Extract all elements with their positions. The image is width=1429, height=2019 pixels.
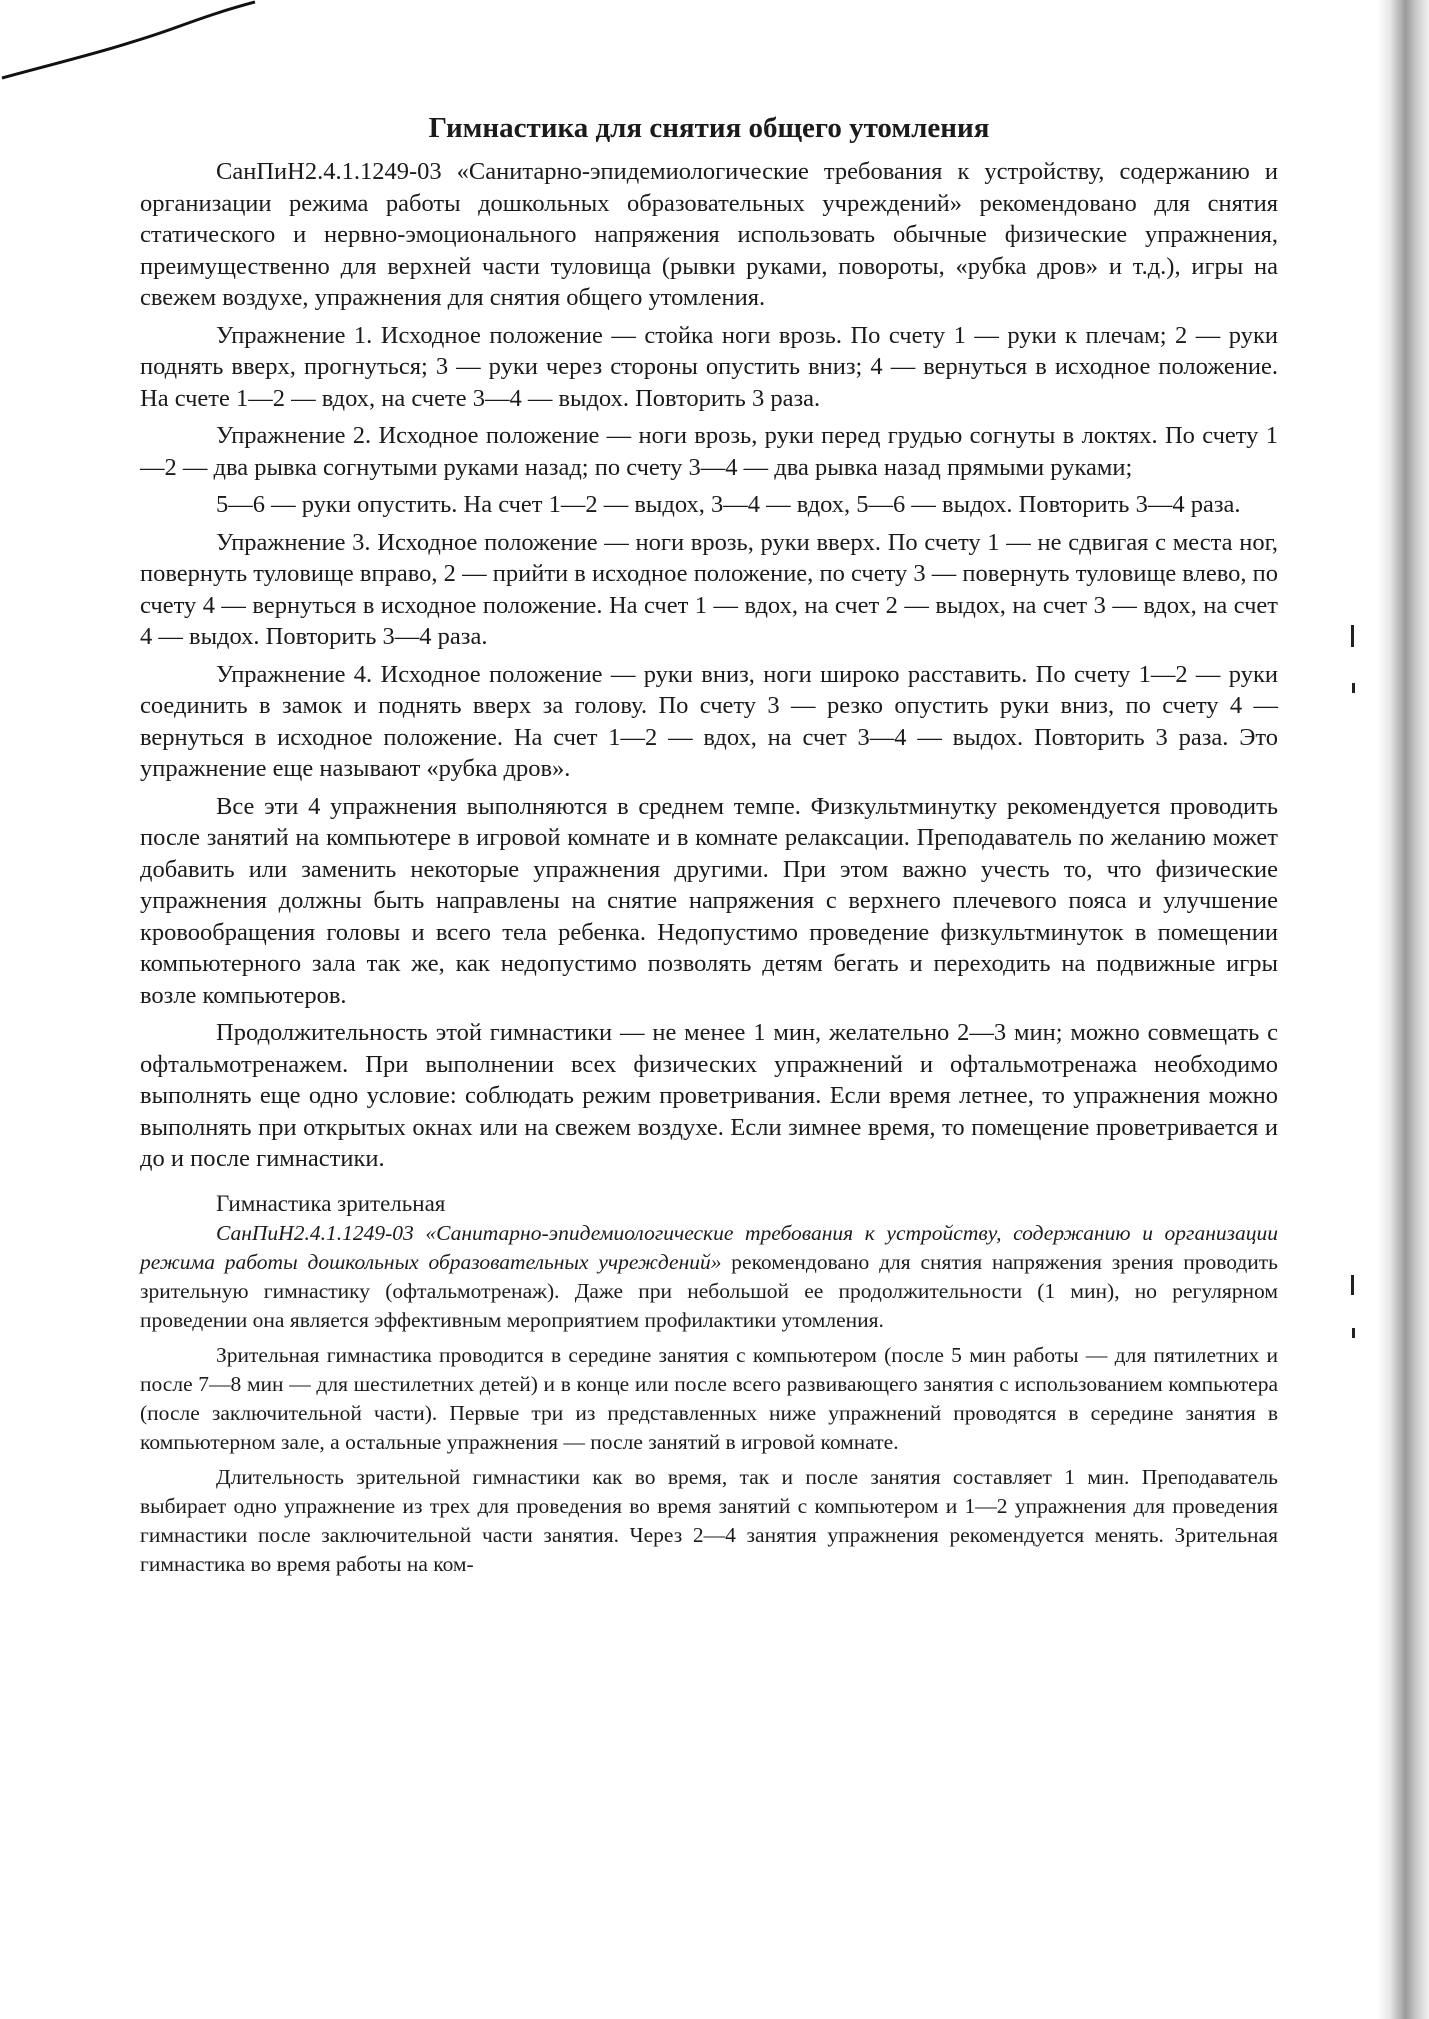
margin-mark	[1351, 1275, 1354, 1295]
paragraph-eye-intro-text: рекомендовано для снятия напряжения зрения проводить зрительную гимнастику (офтальмотренаж). Даже при небольшой ее продолжительности (1 мин), но регулярном проведении она является эффективным мероприятием профилактики утомления.	[140, 1249, 1278, 1332]
paragraph-intro: СанПиН2.4.1.1249-03 «Санитарно-эпидемиологические требования к устройству, содержанию и организации режима работы дошкольных образовательных учреждений» рекомендовано для снятия статического и нервно-эмоционального напряжения использовать обычные физические упражнения, преимущественно для верхней части туловища (рывки руками, повороты, «рубка дров» и т.д.), игры на свежем воздухе, упражнения для снятия общего утомления.	[140, 158, 1278, 311]
paragraph-eye-schedule: Зрительная гимнастика проводится в середине занятия с компьютером (после 5 мин работы — для пятилетних и после 7—8 мин — для шестилетних детей) и в конце или после всего развивающего занятия с использованием компьютера (после заключительной части). Первые три из представленных ниже упражнений проводятся в середине занятия в компьютерном зале, а остальные упражнения — после занятий в игровой комнате.	[140, 1342, 1278, 1454]
paragraph-exercise-3: Упражнение 3. Исходное положение — ноги врозь, руки вверх. По счету 1 — не сдвигая с места ног, повернуть туловище вправо, 2 — прийти в исходное положение, по счету 3 — повернуть туловище влево, по счету 4 — вернуться в исходное положение. На счет 1 — вдох, на счет 2 — выдох, на счет 3 — вдох, на счет 4 — выдох. Повторить 3—4 раза.	[140, 528, 1278, 650]
italic-citation: СанПиН2.4.1.1249-03 «Санитарно-эпидемиологические требования к устройству, содержанию и организации режима работы дошкольных образовательных учреждений»	[140, 1220, 1278, 1274]
paragraph-tempo: Все эти 4 упражнения выполняются в среднем темпе. Физкультминутку рекомендуется проводить после занятий на компьютере в игровой комнате и в комнате релаксации. Преподаватель по желанию может добавить или заменить некоторые упражнения другими. При этом важно учесть то, что физические упражнения должны быть направлены на снятие напряжения с верхнего плечевого пояса и улучшение кровообращения головы и всего тела ребенка. Недопустимо проведение физкультминуток в помещении компьютерного зала так же, как недопустимо позволять детям бегать и переходить на подвижные игры возле компьютеров.	[140, 792, 1278, 1009]
paragraph-eye-intro	[140, 1219, 1278, 1335]
scan-edge-shadow	[1377, 0, 1429, 2019]
paragraph-exercise-2: Упражнение 2. Исходное положение — ноги врозь, руки перед грудью согнуты в локтях. По счету 1—2 — два рывка согнутыми руками назад; по счету 3—4 — два рывка назад прямыми руками;	[140, 422, 1278, 481]
margin-mark	[1352, 683, 1355, 693]
paragraph-exercise-4: Упражнение 4. Исходное положение — руки вниз, ноги широко расставить. По счету 1—2 — руки соединить в замок и поднять вверх за голову. По счету 3 — резко опустить руки вниз, по счету 4 — вернуться в исходное положение. На счет 1—2 — вдох, на счет 3—4 — выдох. Повторить 3 раза. Это упражнение еще называют «рубка дров».	[140, 660, 1278, 782]
paragraph-exercise-1: Упражнение 1. Исходное положение — стойка ноги врозь. По счету 1 — руки к плечам; 2 — руки поднять вверх, прогнуться; 3 — руки через стороны опустить вниз; 4 — вернуться в исходное положение. На счете 1—2 — вдох, на счете 3—4 — выдох. Повторить 3 раза.	[140, 321, 1278, 412]
margin-mark	[1351, 625, 1354, 647]
page-title: Гимнастика для снятия общего утомления	[428, 112, 990, 144]
section-heading: Гимнастика зрительная	[216, 1190, 446, 1216]
paragraph-eye-duration: Длительность зрительной гимнастики как во время, так и после занятия составляет 1 мин. Преподаватель выбирает одно упражнение из трех для проведения во время занятий с компьютером и 1—2 упражнения для проведения гимнастики после заключительной части занятия. Через 2—4 занятия упражнения рекомендуется менять. Зрительная гимнастика во время работы на ком-	[140, 1464, 1278, 1576]
margin-mark	[1352, 1328, 1355, 1338]
pen-stroke-decoration	[0, 0, 260, 80]
paragraph-duration: Продолжительность этой гимнастики — не менее 1 мин, желательно 2—3 мин; можно совмещать с офтальмотренажем. При выполнении всех физических упражнений и офтальмотренажа необходимо выполнять еще одно условие: соблюдать режим проветривания. Если время летнее, то упражнения можно выполнять при открытых окнах или на свежем воздухе. Если зимнее время, то помещение проветривается и до и после гимнастики.	[140, 1019, 1278, 1172]
paragraph-exercise-2-cont: 5—6 — руки опустить. На счет 1—2 — выдох, 3—4 — вдох, 5—6 — выдох. Повторить 3—4 раза.	[216, 491, 1241, 518]
document-body	[140, 108, 1278, 1579]
